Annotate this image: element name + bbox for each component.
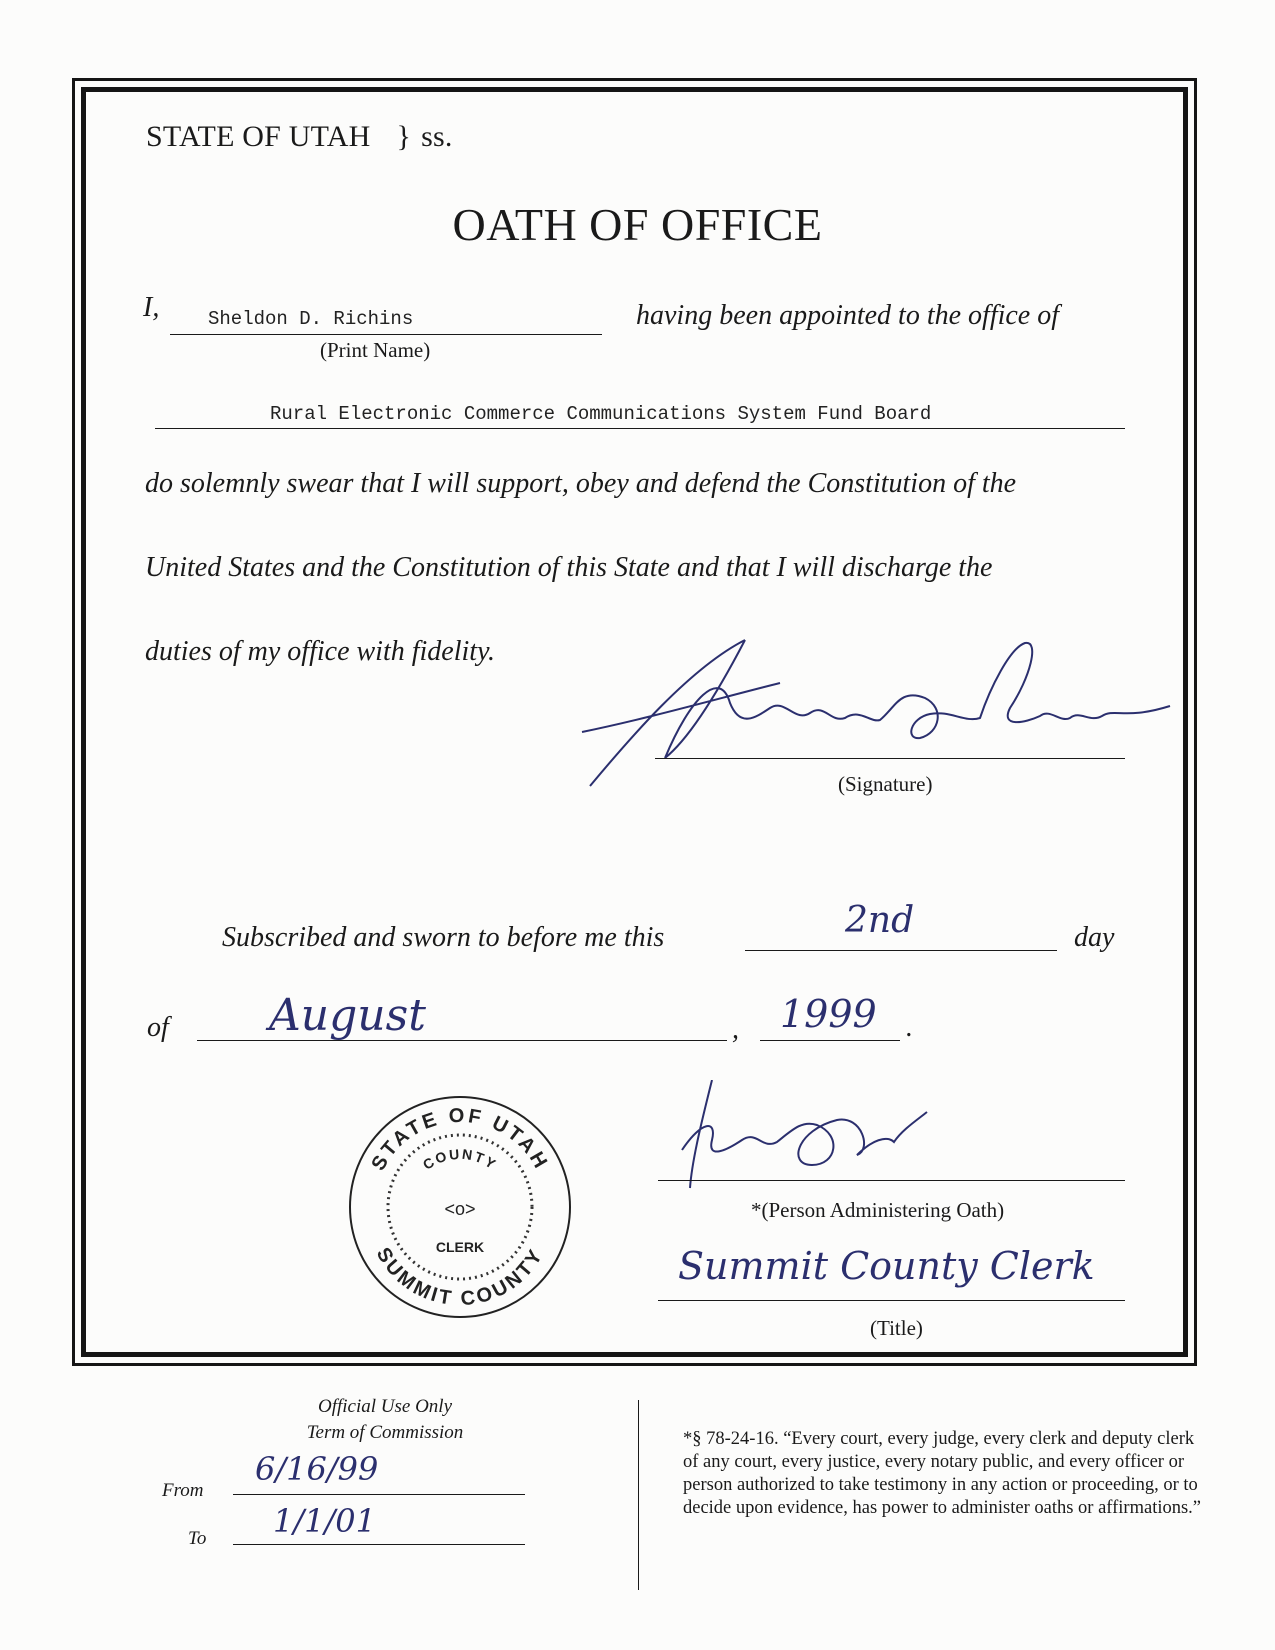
i-label: I, [143, 292, 160, 323]
oath-body-line-3: duties of my office with fidelity. [145, 636, 495, 667]
of-label: of [147, 1012, 169, 1043]
signature-line [655, 734, 1125, 759]
to-value: 1/1/01 [273, 1502, 376, 1540]
year-period: . [906, 1012, 913, 1043]
state-heading [146, 120, 453, 154]
title-value: Summit County Clerk [678, 1244, 1095, 1288]
month-line [197, 990, 727, 1041]
seal-bottom-text: SUMMIT COUNTY [371, 1243, 549, 1311]
year-value: 1999 [780, 992, 877, 1036]
title-line [658, 1244, 1125, 1301]
appointed-text: having been appointed to the office of [636, 300, 1060, 331]
official-use-line-1: Official Use Only [317, 1396, 453, 1417]
footer-divider [638, 1400, 639, 1590]
administering-caption: *(Person Administering Oath) [751, 1198, 1005, 1222]
to-line [233, 1502, 525, 1545]
seal-clerk-text: CLERK [435, 1239, 485, 1255]
state-label: STATE OF UTAH [146, 120, 371, 153]
year-line [760, 990, 900, 1041]
print-name-value: Sheldon D. Richins [208, 308, 414, 330]
office-line [155, 398, 1125, 429]
document-title: OATH OF OFFICE [452, 199, 823, 250]
from-line [233, 1450, 525, 1495]
to-label: To [188, 1528, 207, 1549]
day-line [745, 900, 1057, 951]
oath-body-line-2: United States and the Constitution of this State and that I will discharge the [145, 552, 993, 583]
brace: } [396, 120, 412, 153]
ss-label: ss. [421, 120, 453, 153]
month-comma: , [732, 1014, 739, 1045]
from-value: 6/16/99 [255, 1450, 379, 1488]
month-value: August [269, 990, 426, 1041]
office-value: Rural Electronic Commerce Communications System Fund Board [270, 403, 932, 425]
seal-county-text: COUNTY [419, 1145, 501, 1173]
svg-text:COUNTY [420, 1146, 500, 1173]
official-use-line-2: Term of Commission [306, 1422, 464, 1443]
day-label: day [1074, 922, 1115, 953]
oath-body-line-1: do solemnly swear that I will support, obey and defend the Constitution of the [145, 468, 1017, 499]
day-value: 2nd [845, 900, 915, 941]
statute-footnote: *§ 78-24-16. “Every court, every judge, every clerk and deputy clerk of any court, every justice, every notary public, and every officer or person authorized to take testimony in any action or proceeding, or to decide upon evidence, has power to administer oaths or affirmations.” [683, 1429, 1202, 1518]
seal-top-text: STATE OF UTAH [367, 1104, 553, 1175]
county-clerk-seal [345, 1092, 575, 1322]
title-caption: (Title) [870, 1316, 923, 1340]
administering-line [658, 1150, 1125, 1181]
subscribed-text: Subscribed and sworn to before me this [222, 922, 665, 953]
svg-text:STATE OF UTAH [367, 1105, 552, 1175]
official-use-heading [0, 1396, 510, 1444]
seal-center-mark: <o> [444, 1199, 476, 1219]
print-name-line [170, 300, 602, 335]
signature-caption: (Signature) [838, 772, 933, 796]
from-label: From [162, 1480, 204, 1501]
print-name-caption: (Print Name) [320, 338, 431, 362]
